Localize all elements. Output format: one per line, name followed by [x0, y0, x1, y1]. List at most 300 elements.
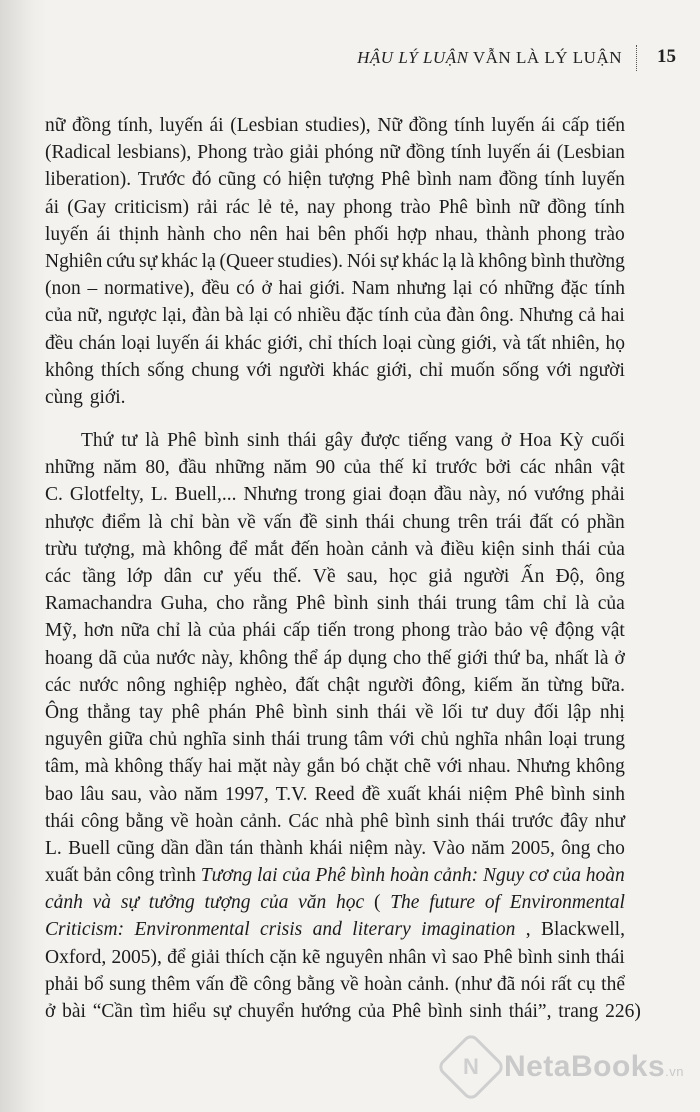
word: nhiên, [551, 332, 600, 354]
word: tẻ, [280, 196, 299, 218]
word: về [415, 701, 434, 723]
word: bình [550, 783, 586, 805]
word: (Lesbian [230, 115, 299, 136]
word: thế. [272, 566, 302, 587]
word: với [389, 729, 415, 751]
word: và [415, 538, 434, 560]
word: (non [45, 278, 81, 300]
word: hoang [45, 647, 93, 669]
word: Nguy [482, 865, 525, 887]
word: Buell,... [174, 484, 237, 506]
running-header [357, 48, 622, 68]
running-title-rest: VẪN LÀ LÝ LUẬN [468, 48, 622, 67]
word: phê [360, 810, 389, 832]
word: nước [79, 674, 119, 696]
word: phong [401, 620, 451, 642]
word: nói [520, 973, 546, 995]
word: luyến [45, 223, 89, 245]
word: luyến [156, 332, 200, 354]
word: trong [304, 484, 346, 506]
word: hơn [83, 620, 114, 642]
word: chủ [420, 729, 449, 751]
word: – [87, 278, 98, 300]
word: bà [225, 305, 244, 327]
word: mặt [237, 756, 268, 778]
word: rác [225, 196, 250, 218]
word: đề [299, 511, 318, 533]
word: chung [191, 359, 240, 381]
word: sung [109, 973, 146, 995]
word: đã [496, 973, 516, 995]
word: sinh [557, 946, 591, 968]
word: dần [195, 837, 224, 859]
word: trong [353, 620, 395, 642]
word: người [279, 359, 325, 381]
word: học [336, 892, 365, 914]
word: nữ [518, 196, 540, 218]
word: luyến [159, 115, 203, 136]
word: năm [471, 837, 505, 859]
word: 90 [315, 457, 336, 479]
word: sinh [336, 701, 369, 723]
word: bó [340, 756, 361, 778]
word: thái [595, 946, 625, 968]
word: Thứ [81, 430, 114, 452]
word: cùng [417, 332, 456, 354]
word: cấp [283, 620, 311, 642]
word: các [45, 674, 71, 696]
word: dân [163, 566, 192, 587]
word: khái [427, 783, 462, 805]
word: công [80, 810, 119, 832]
word: không [576, 756, 625, 778]
word: sinh [521, 538, 555, 560]
word: Hoa [519, 430, 552, 452]
word: Nam [351, 278, 390, 300]
word: cuối [591, 430, 625, 452]
word: động [555, 620, 594, 642]
word: nhất [554, 647, 589, 669]
word: nhà [325, 810, 354, 832]
word: bởi [485, 457, 512, 479]
word: cảnh. [407, 973, 450, 995]
word: vấn [195, 973, 225, 995]
word: duy [496, 701, 526, 723]
word: tính [594, 278, 625, 300]
word: lạ [442, 250, 457, 272]
word: hoàn [585, 865, 625, 887]
word: cho [216, 593, 245, 615]
word: lại [248, 305, 269, 327]
word: Phê [438, 196, 468, 218]
word: ông [561, 837, 591, 859]
word: đề [229, 973, 248, 995]
word: kẽ [301, 946, 321, 968]
word: thái [475, 810, 506, 832]
word: tiến [595, 115, 625, 136]
word: công [116, 865, 155, 887]
word: kiện [481, 538, 515, 560]
word: bình [416, 169, 452, 191]
word: của [208, 620, 236, 642]
word: Reed [314, 783, 355, 805]
body-text [45, 112, 641, 1025]
word: Vào [432, 837, 465, 859]
word: thấy [168, 756, 203, 778]
word: muốn [450, 359, 495, 381]
word: thích [101, 359, 141, 381]
word: (Lesbian [556, 142, 625, 164]
text-line [45, 699, 625, 726]
word: tất [526, 332, 547, 354]
word: Các [288, 810, 319, 832]
word: xuất [45, 865, 79, 887]
word: cho [596, 837, 625, 859]
word: bữa. [591, 674, 625, 696]
word: này, [468, 484, 501, 506]
page-number: 15 [657, 46, 676, 67]
word: rải [197, 196, 218, 218]
word: Blackwell, [541, 919, 625, 941]
word: tư [121, 430, 138, 452]
word: giới, [376, 359, 413, 381]
word: trung [455, 593, 497, 615]
page-gutter-shadow [0, 0, 48, 1112]
word: nhiều [297, 305, 341, 327]
header-divider [636, 45, 637, 71]
word: có [262, 169, 282, 191]
word: của [343, 457, 371, 479]
word: thể [601, 973, 625, 995]
word: Environmental [509, 892, 625, 914]
word: áp [323, 647, 343, 669]
word: lại, [162, 305, 187, 327]
word: sự [120, 892, 140, 914]
word: giới. [89, 386, 126, 408]
text-line [45, 590, 625, 617]
word: Nhưng [516, 756, 571, 778]
text-line [45, 427, 625, 454]
word: sống [147, 359, 185, 381]
word: Trước [137, 169, 186, 191]
word: future [429, 892, 476, 914]
word: có [560, 511, 580, 533]
word: Ramachandra [45, 593, 153, 615]
word: đó [191, 169, 212, 191]
word: tiến [317, 620, 347, 642]
word: nghĩa [183, 729, 227, 751]
word: tính [594, 196, 625, 218]
word: bình [476, 196, 511, 218]
word: ở [261, 278, 272, 300]
word: không [45, 359, 94, 381]
word: cảnh: [433, 865, 479, 887]
word: giới, [461, 332, 497, 354]
word: của [45, 305, 73, 327]
word: niệm [468, 783, 508, 805]
word: cứu [106, 250, 136, 272]
word: trang [558, 1001, 599, 1022]
word: giải [289, 142, 319, 164]
word: chặt [365, 756, 399, 778]
word: mà [142, 538, 166, 560]
word: Phê [380, 169, 411, 191]
word: bình [204, 430, 240, 452]
word: bao [45, 783, 74, 805]
word: studies), [305, 115, 371, 136]
word: nước [156, 647, 196, 669]
word: có [273, 305, 293, 327]
word: về [170, 810, 189, 832]
word: nguyên [45, 729, 103, 751]
word: có [236, 278, 255, 300]
word: đều [201, 278, 230, 300]
word: sự [212, 1001, 232, 1022]
word: sống [502, 359, 540, 381]
word: 2005), [111, 946, 162, 968]
word: sau, [111, 783, 142, 805]
text-line [45, 753, 625, 780]
running-title-italic: HẬU LÝ LUẬN [357, 48, 469, 67]
word: lớp [127, 566, 153, 587]
word: thứ [493, 647, 520, 669]
word: (Queer [219, 250, 274, 272]
word: Phê [296, 593, 326, 615]
word: cấp [562, 115, 590, 136]
word: đặc [346, 305, 374, 327]
word: phê [171, 701, 200, 723]
word: 1997, [224, 783, 269, 805]
word: Về [312, 566, 336, 587]
text-line [45, 672, 625, 699]
word: tư [471, 701, 488, 723]
word: hoàn [389, 865, 429, 887]
word: bình [333, 593, 369, 615]
word: nhưng [396, 278, 447, 300]
word: của [357, 1001, 385, 1022]
word: cùng [45, 386, 83, 408]
word: này. [394, 837, 427, 859]
word: bản [83, 865, 112, 887]
word: L. [150, 484, 168, 506]
word: tìm [139, 1001, 166, 1022]
word: Environmental [134, 919, 250, 941]
word: giới [456, 647, 488, 669]
word: công [253, 973, 292, 995]
word: tính [544, 169, 575, 191]
word: của [413, 305, 442, 327]
word: sự [379, 250, 399, 272]
word: tiếng [408, 430, 448, 452]
word: “Cần [92, 1001, 133, 1022]
word: ái [541, 115, 556, 136]
text-line [45, 454, 625, 481]
word: của [597, 593, 625, 615]
word: thành [259, 837, 304, 859]
word: , [525, 919, 531, 941]
word: tượng [328, 169, 375, 191]
word: lâu [80, 783, 105, 805]
word: nông [126, 674, 166, 696]
word: họ [605, 332, 625, 354]
word: lại [452, 278, 473, 300]
word: trước [511, 810, 554, 832]
word: nữ [379, 142, 400, 164]
word: Phê [315, 865, 346, 887]
word: cảnh [45, 892, 83, 914]
word: Criticism: [45, 919, 125, 941]
word: đây [559, 810, 589, 832]
word: nữa [120, 620, 150, 642]
word: nghèo, [234, 674, 288, 696]
word: đều [45, 332, 74, 354]
word: Kỳ [559, 430, 584, 452]
word: trung [583, 729, 625, 751]
word: cho [393, 647, 422, 669]
text-line [45, 139, 625, 166]
word: bằng [125, 810, 164, 832]
word: là [145, 430, 160, 452]
word: The [390, 892, 420, 914]
text-line [45, 481, 625, 508]
word: của [282, 865, 311, 887]
word: loại [121, 332, 151, 354]
watermark-logo [446, 1042, 684, 1092]
word: trào [594, 223, 625, 245]
word: thích [338, 332, 378, 354]
word: của [597, 538, 625, 560]
word: sinh [247, 430, 280, 452]
word: lesbians), [117, 142, 192, 164]
word: nghiệp [173, 674, 227, 696]
word: bình [350, 865, 386, 887]
word: bình [292, 701, 328, 723]
word: thể [293, 647, 318, 669]
word: đề [361, 783, 381, 805]
word: liberation). [45, 169, 132, 191]
word: (Gay [67, 196, 107, 218]
word: đối [533, 701, 559, 723]
word: hai [600, 305, 625, 327]
word: hai [278, 278, 303, 300]
word: mắt [254, 538, 284, 560]
text-line [45, 944, 625, 971]
word: đầu [178, 457, 207, 479]
word: tâm [353, 729, 384, 751]
word: ái [536, 142, 551, 164]
word: cư [203, 566, 223, 587]
word: đặc [560, 278, 588, 300]
word: rất [551, 973, 572, 995]
word: Phê [483, 946, 513, 968]
word: 226) [605, 1001, 641, 1022]
word: chỉ [308, 332, 333, 354]
word: trừu [45, 538, 78, 560]
watermark-text: NetaBooks.vn [503, 1050, 684, 1083]
word: cảnh [371, 538, 408, 560]
text-line [45, 166, 625, 193]
word: Độ, [555, 566, 585, 587]
text-line [45, 781, 625, 808]
text-line [45, 862, 625, 889]
word: loại [382, 332, 412, 354]
word: người [579, 359, 625, 381]
word: rằng [252, 593, 288, 615]
word: ba, [525, 647, 549, 669]
word: phong [343, 196, 393, 218]
word: dần [160, 837, 189, 859]
word: Nhưng [519, 305, 574, 327]
word: L. [45, 837, 62, 859]
word: tượng [204, 892, 251, 914]
word: chuyển [237, 1001, 295, 1022]
word: ăn [520, 674, 540, 696]
word: cũng [218, 169, 257, 191]
word: bình [530, 250, 566, 272]
word: đầu [433, 484, 462, 506]
word: điểm [101, 511, 141, 533]
word: nữ [45, 115, 66, 136]
word: thái [287, 430, 317, 452]
text-line [45, 112, 625, 139]
word: tầng [82, 566, 116, 587]
word: trào [400, 196, 431, 218]
word: Glotfelty, [69, 484, 144, 506]
word: không [478, 250, 528, 272]
word: người [463, 566, 510, 587]
word: vang [454, 430, 493, 452]
word: phán [208, 701, 247, 723]
word: Nữ [377, 115, 402, 136]
word: thái [417, 593, 448, 615]
word: đồng [71, 115, 111, 136]
word: giới. [309, 278, 345, 300]
word: lập [567, 701, 592, 723]
word: và [92, 892, 112, 914]
word: ái [96, 223, 111, 245]
word: trước [435, 457, 478, 479]
word: giải [190, 946, 221, 968]
word: (như [454, 973, 492, 995]
word: vật [600, 620, 625, 642]
word: cả [578, 305, 596, 327]
word: nguyên [325, 946, 384, 968]
word: Phê [167, 430, 197, 452]
word: T.V. [275, 783, 308, 805]
word: Phê [254, 701, 285, 723]
word: Ông [45, 701, 79, 723]
word: Buell [68, 837, 111, 859]
text-line [45, 916, 625, 943]
word: tán [229, 837, 254, 859]
word: (Radical [45, 142, 112, 164]
word: nên [249, 223, 278, 245]
word: chỉ [170, 511, 194, 533]
word: thành [486, 223, 530, 245]
word: năm [273, 457, 307, 479]
word: đồng [405, 142, 445, 164]
word: chủ [149, 729, 178, 751]
text-line [45, 645, 625, 672]
word: tượng, [84, 538, 136, 560]
word: luyến [487, 142, 531, 164]
word: ái [209, 115, 224, 136]
text-line [45, 726, 625, 753]
word: gắn [306, 756, 335, 778]
word: nhau, [435, 223, 478, 245]
word: 80, [145, 457, 170, 479]
text-line [45, 998, 641, 1025]
